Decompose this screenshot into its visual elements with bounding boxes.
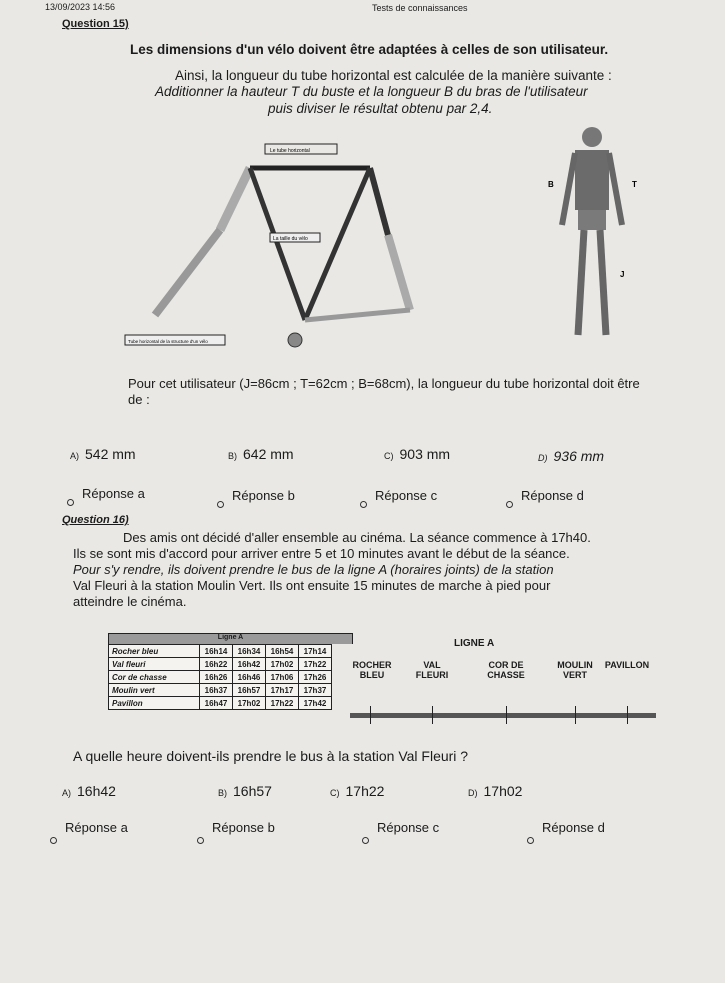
radio-icon[interactable] [50, 837, 57, 844]
q15-option-a: A) 542 mm [70, 446, 136, 462]
q15-question-line2: de : [128, 392, 150, 407]
table-row: Pavillon 16h47 17h02 17h22 17h42 [109, 697, 332, 710]
j-label: J [620, 270, 625, 279]
q15-question-line1: Pour cet utilisateur (J=86cm ; T=62cm ; B=68cm), la longueur du tube horizontal doit être [128, 376, 640, 391]
table-row: Cor de chasse 16h26 16h46 17h06 17h26 [109, 671, 332, 684]
station-marker [575, 706, 576, 724]
q15-response-b[interactable]: Réponse b [225, 488, 295, 503]
station-label: VAL FLEURI [415, 660, 449, 680]
radio-icon[interactable] [67, 499, 74, 506]
skeleton-diagram [540, 115, 650, 345]
line-map-title: LIGNE A [454, 638, 495, 649]
q16-line2: Ils se sont mis d'accord pour arriver entre 5 et 10 minutes avant le début de la séance. [73, 546, 570, 561]
radio-icon[interactable] [506, 501, 513, 508]
q15-line1: Les dimensions d'un vélo doivent être adaptées à celles de son utilisateur. [130, 42, 609, 57]
test-title: Tests de connaissances [372, 3, 468, 13]
station-marker [627, 706, 628, 724]
radio-icon[interactable] [527, 837, 534, 844]
q16-response-a[interactable]: Réponse a [58, 820, 128, 835]
station-marker [432, 706, 433, 724]
q16-question: A quelle heure doivent-ils prendre le bus à la station Val Fleuri ? [73, 748, 469, 764]
t-label: T [632, 180, 637, 189]
station-label: PAVILLON [604, 660, 650, 670]
station-label: ROCHER BLEU [352, 660, 392, 680]
q16-line5: atteindre le cinéma. [73, 594, 187, 609]
station-marker [506, 706, 507, 724]
datetime: 13/09/2023 14:56 [45, 2, 116, 12]
q16-option-b: B) 16h57 [218, 783, 272, 799]
radio-icon[interactable] [217, 501, 224, 508]
radio-icon[interactable] [362, 837, 369, 844]
bike-bottom-label: Tube horizontal de la structure d'un vélo [128, 339, 208, 344]
q15-response-c[interactable]: Réponse c [368, 488, 437, 503]
line-track [350, 713, 656, 718]
q16-line1: Des amis ont décidé d'aller ensemble au cinéma. La séance commence à 17h40. [123, 530, 591, 545]
q16-option-a: A) 16h42 [62, 783, 116, 799]
timetable-header: Ligne A [108, 633, 353, 644]
q16-response-b[interactable]: Réponse b [205, 820, 275, 835]
bike-frame-diagram [120, 135, 430, 355]
q15-response-a[interactable]: Réponse a [75, 486, 145, 501]
station-marker [370, 706, 371, 724]
q15-option-b: B) 642 mm [228, 446, 294, 462]
table-row: Moulin vert 16h37 16h57 17h17 17h37 [109, 684, 332, 697]
q16-response-c[interactable]: Réponse c [370, 820, 439, 835]
q15-option-c: C) 903 mm [384, 446, 451, 462]
line-map [350, 633, 656, 728]
q15-line3: Additionner la hauteur T du buste et la longueur B du bras de l'utilisateur [155, 84, 588, 99]
q15-response-d[interactable]: Réponse d [514, 488, 584, 503]
q16-response-d[interactable]: Réponse d [535, 820, 605, 835]
b-label: B [548, 180, 554, 189]
table-row: Rocher bleu 16h14 16h34 16h54 17h14 [109, 645, 332, 658]
bike-middle-label: La taille du vélo [273, 236, 308, 242]
q15-line2: Ainsi, la longueur du tube horizontal est calculée de la manière suivante : [175, 68, 612, 83]
q16-option-d: D) 17h02 [468, 783, 523, 799]
question-15-label: Question 15) [62, 18, 129, 30]
radio-icon[interactable] [360, 501, 367, 508]
q15-option-d: D) 936 mm [538, 448, 605, 464]
q16-option-c: C) 17h22 [330, 783, 385, 799]
station-label: COR DE CHASSE [487, 660, 525, 680]
question-16-label: Question 16) [62, 514, 129, 526]
timetable [108, 633, 353, 710]
q15-line4: puis diviser le résultat obtenu par 2,4. [268, 101, 493, 116]
table-row: Val fleuri 16h22 16h42 17h02 17h22 [109, 658, 332, 671]
radio-icon[interactable] [197, 837, 204, 844]
station-label: MOULIN VERT [557, 660, 593, 680]
q16-line4: Val Fleuri à la station Moulin Vert. Ils ont ensuite 15 minutes de marche à pied pour [73, 578, 551, 593]
q16-line3: Pour s'y rendre, ils doivent prendre le bus de la ligne A (horaires joints) de la station [73, 562, 554, 577]
bike-top-label: Le tube horizontal [270, 148, 310, 154]
